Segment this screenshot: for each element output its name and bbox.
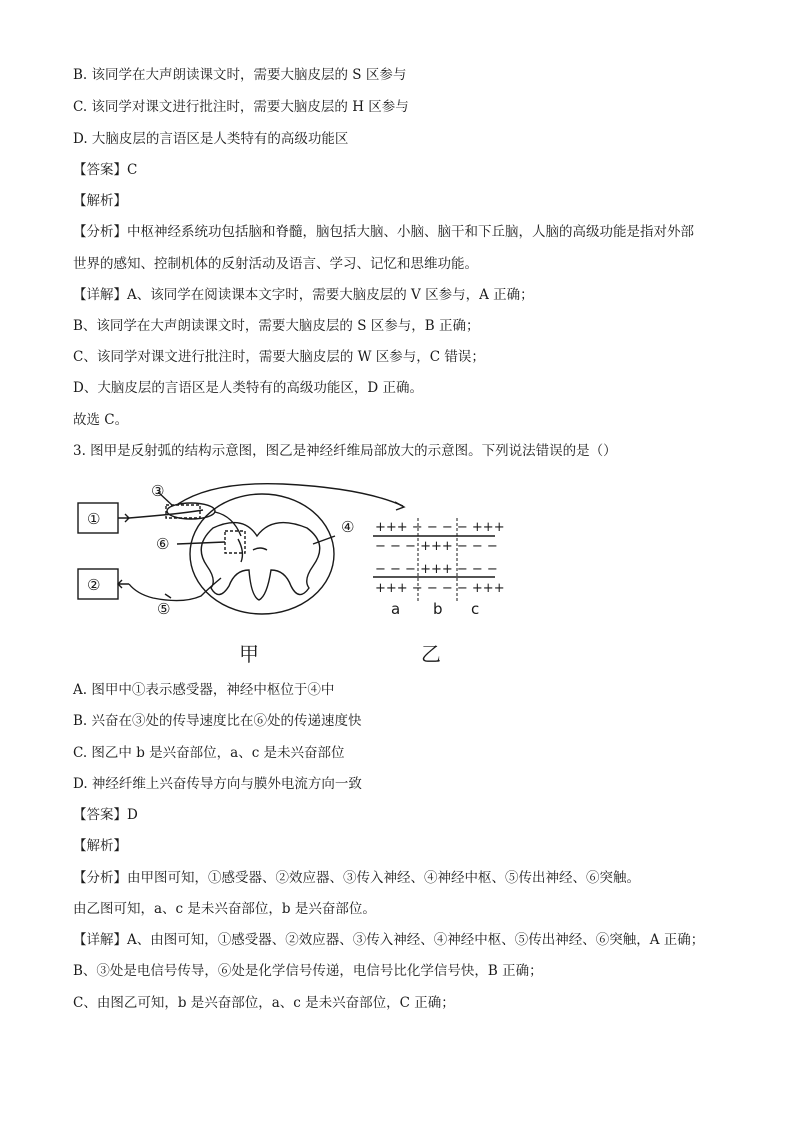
detail-d-prev: D、大脑皮层的言语区是人类特有的高级功能区，D 正确。 [73, 380, 423, 396]
efferent-nerve [129, 578, 221, 601]
option-a: A. 图甲中①表示感受器，神经中枢位于④中 [73, 682, 335, 698]
label-a: a [391, 600, 401, 618]
analysis-text-2: 世界的感知、控制机体的反射活动及语言、学习、记忆和思维功能。 [73, 256, 478, 272]
reflex-arc-figure [73, 476, 513, 671]
option-d-prev: D. 大脑皮层的言语区是人类特有的高级功能区 [73, 131, 349, 147]
detail-a-prev: 【详解】A、该同学在阅读课本文字时，需要大脑皮层的 V 区参与，A 正确； [73, 287, 534, 303]
answer-prev: 【答案】C [73, 162, 138, 178]
analysis-text-yi: 由乙图可知，a、c 是未兴奋部位，b 是兴奋部位。 [73, 901, 376, 917]
option-c-prev: C. 该同学对课文进行批注时，需要大脑皮层的 H 区参与 [73, 99, 409, 115]
figure-svg [73, 476, 513, 671]
membrane-bot-outer: +++ − − − − +++ [375, 581, 505, 596]
label-b: b [433, 600, 443, 618]
label-2: ② [87, 576, 101, 594]
analysis-text-1: 【分析】中枢神经系统功包括脑和脊髓，脑包括大脑、小脑、脑干和下丘脑，人脑的高级功能是指对外部 [73, 224, 694, 240]
analysis-text: 【分析】由甲图可知，①感受器、②效应器、③传入神经、④神经中枢、⑤传出神经、⑥突触。 [73, 870, 640, 886]
label-yi: 乙 [421, 642, 441, 666]
detail-b-prev: B、该同学在大声朗读课文时，需要大脑皮层的 S 区参与，B 正确； [73, 318, 480, 334]
label-3: ③ [151, 482, 165, 500]
answer: 【答案】D [73, 807, 138, 823]
arrow-1 [118, 514, 129, 522]
analysis-heading: 【解析】 [73, 838, 127, 854]
detail-c: C、由图乙可知，b 是兴奋部位，a、c 是未兴奋部位，C 正确； [73, 995, 455, 1011]
label-c: c [471, 600, 480, 618]
label-1: ① [87, 510, 101, 528]
detail-c-prev: C、该同学对课文进行批注时，需要大脑皮层的 W 区参与，C 错误； [73, 349, 485, 365]
membrane-top-outer: +++ − − − − +++ [375, 520, 505, 535]
detail-b: B、③处是电信号传导，⑥处是化学信号传递，电信号比化学信号快，B 正确； [73, 963, 543, 979]
membrane-top-inner: − − − +++ − − − [375, 539, 498, 554]
option-b: B. 兴奋在③处的传导速度比在⑥处的传递速度快 [73, 713, 362, 729]
gray-matter [201, 523, 320, 600]
option-d: D. 神经纤维上兴奋传导方向与膜外电流方向一致 [73, 776, 362, 792]
analysis-heading-prev: 【解析】 [73, 193, 127, 209]
label-6: ⑥ [156, 535, 170, 553]
detail-a: 【详解】A、由图可知，①感受器、②效应器、③传入神经、④神经中枢、⑤传出神经、⑥突触，A 正确； [73, 932, 705, 948]
option-b-prev: B. 该同学在大声朗读课文时，需要大脑皮层的 S 区参与 [73, 67, 407, 83]
label-4: ④ [341, 518, 355, 536]
choice-prev: 故选 C。 [73, 412, 129, 428]
membrane-bot-inner: − − − +++ − − − [375, 562, 498, 577]
curve-arrow [178, 484, 403, 506]
label-jia: 甲 [239, 642, 259, 666]
question-3-stem: 3. 图甲是反射弧的结构示意图，图乙是神经纤维局部放大的示意图。下列说法错误的是（） [73, 443, 617, 459]
spinal-cord-outline [190, 494, 334, 614]
label-5: ⑤ [157, 600, 171, 618]
option-c: C. 图乙中 b 是兴奋部位，a、c 是未兴奋部位 [73, 745, 345, 761]
